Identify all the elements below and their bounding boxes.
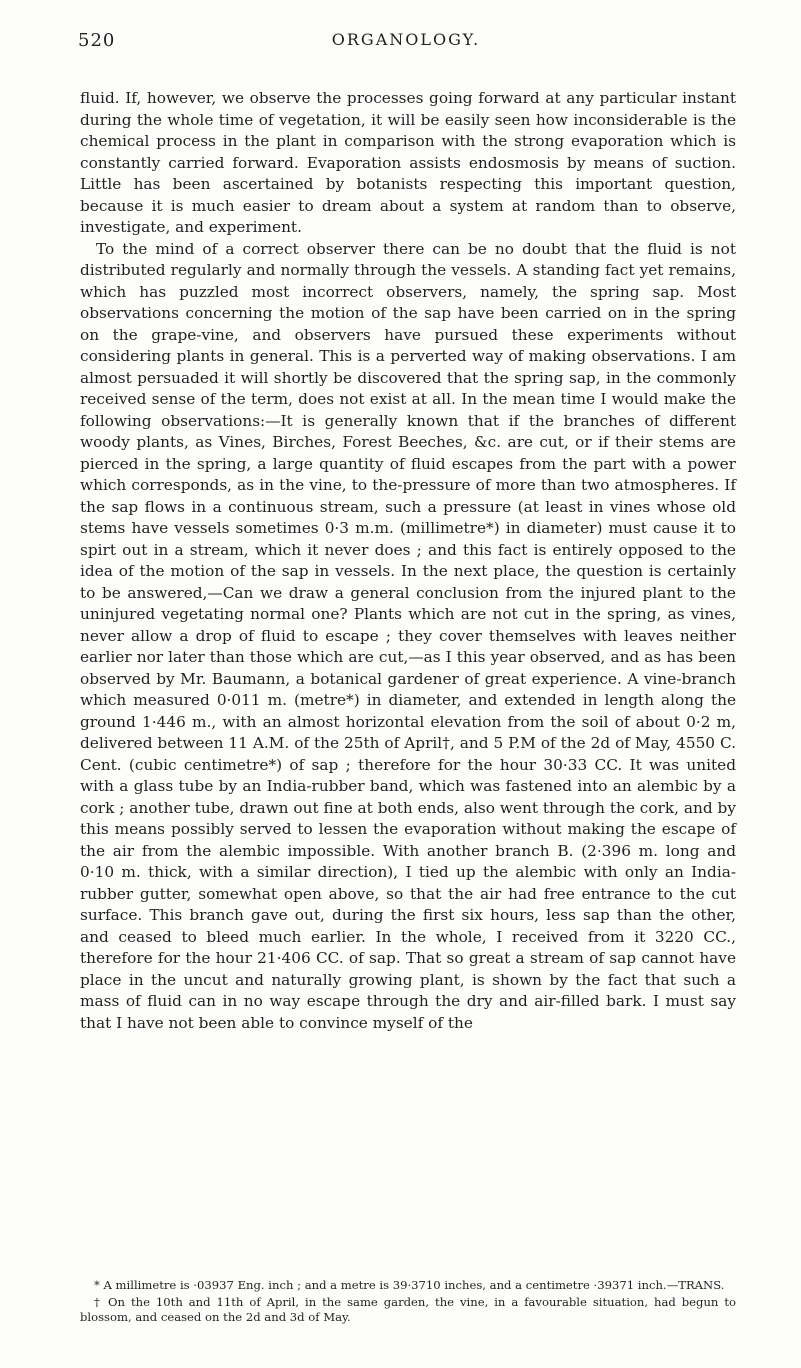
footnote-millimetre: * A millimetre is ·03937 Eng. inch ; and a metre is 39·3710 inches, and a centimetre ·39371 inch.—TRANS. <box>94 1278 725 1292</box>
page-number: 520 <box>78 30 116 51</box>
footnote-april: † On the 10th and 11th of April, in the same garden, the vine, in a favourable situation, had begun to blossom, and ceased on the 2d and 3d of May. <box>80 1295 736 1324</box>
body-text <box>80 88 736 1034</box>
footnotes <box>80 1278 736 1327</box>
paragraph-2: To the mind of a correct observer there can be no doubt that the fluid is not distributed regularly and normally through the vessels. A standing fact yet remains, which has puzzled most incorrect observers, namely, the spring sap. Most observations concerning the motion of the sap have been carried on in the spring on the grape-vine, and observers have pursued these experiments without considering plants in general. This is a perverted way of making observations. I am almost persuaded it will shortly be discovered that the spring sap, in the commonly received sense of the term, does not exist at all. In the mean time I would make the following observations:—It is generally known that if the branches of different woody plants, as Vines, Birches, Forest Beeches, &c. are cut, or if their stems are pierced in the spring, a large quantity of fluid escapes from the part with a power which corresponds, as in the vine, to the-pressure of more than two atmospheres. If the sap flows in a continuous stream, such a pressure (at least in vines whose old stems have vessels sometimes 0·3 m.m. (millimetre*) in diameter) must cause it to spirt out in a stream, which it never does ; and this fact is entirely opposed to the idea of the motion of the sap in vessels. In the next place, the question is certainly to be answered,—Can we draw a general conclusion from the injured plant to the uninjured vegetating normal one? Plants which are not cut in the spring, as vines, never allow a drop of fluid to escape ; they cover themselves with leaves neither earlier nor later than those which are cut,—as I this year observed, and as has been observed by Mr. Baumann, a botanical gardener of great experience. A vine-branch which measured 0·011 m. (metre*) in diameter, and extended in length along the ground 1·446 m., with an almost horizontal elevation from the soil of about 0·2 m, delivered between 11 A.M. of the 25th of April†, and 5 P.M of the 2d of May, 4550 C. Cent. (cubic centimetre*) of sap ; therefore for the hour 30·33 CC. It was united with a glass tube by an India-rubber band, which was fastened into an alembic by a cork ; another tube, drawn out fine at both ends, also went through the cork, and by this means possibly served to lessen the evaporation without making the escape of the air from the alembic impossible. With another branch B. (2·396 m. long and 0·10 m. thick, with a similar direction), I tied up the alembic with only an India-rubber gutter, somewhat open above, so that the air had free entrance to the cut surface. This branch gave out, during the first six hours, less sap than the other, and ceased to bleed much earlier. In the whole, I received from it 3220 CC., therefore for the hour 21·406 CC. of sap. That so great a stream of sap cannot have place in the uncut and naturally growing plant, is shown by the fact that such a mass of fluid can in no way escape through the dry and air-filled bark. I must say that I have not been able to convince myself of the <box>80 239 736 1032</box>
running-head: ORGANOLOGY. <box>331 30 481 49</box>
paragraph-1: fluid. If, however, we observe the processes going forward at any particular instant during the whole time of vegetation, it will be easily seen how inconsiderable is the chemical process in the plant in comparison with the strong evaporation which is constantly carried forward. Evaporation assists endosmosis by means of suction. Little has been ascertained by botanists respecting this important question, because it is much easier to dream about a system at random than to observe, investigate, and experiment. <box>80 89 736 236</box>
page-header <box>78 30 734 54</box>
